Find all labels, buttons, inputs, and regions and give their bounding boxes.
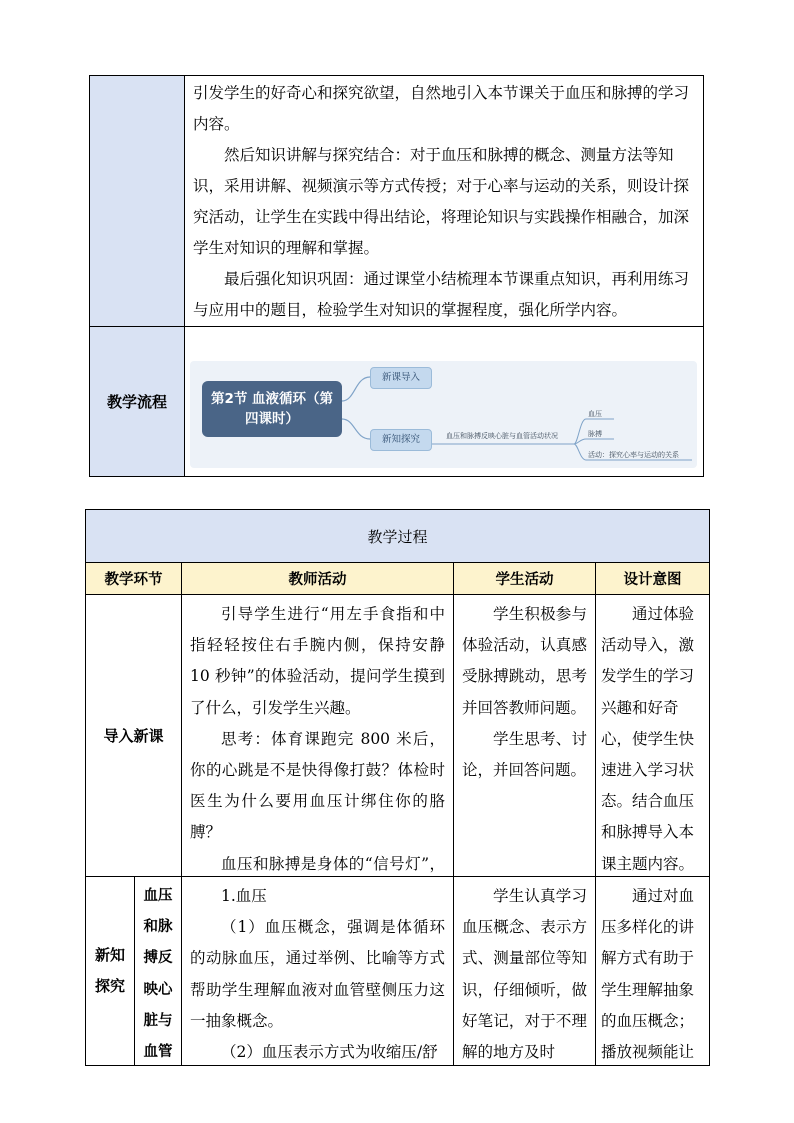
flow-label: 教学流程 [106, 393, 167, 411]
mindmap-node-intro: 新课导入 [370, 367, 432, 389]
row1-teacher-cell [181, 594, 454, 877]
row2-teacher-p2: （1）血压概念，强调是体循环的动脉血压，通过举例、比喻等方式帮助学生理解血液对血管壁侧压力这一抽象概念。 [190, 918, 445, 1030]
row2-substage-cell [134, 876, 182, 1066]
mindmap [190, 361, 697, 468]
row2-student: 学生认真学习血压概念、表示方式、测量部位等知识，仔细倾听，做好笔记，对于不理解的地方及时 [462, 887, 587, 1062]
row1-student-p2: 学生思考、讨论，并回答问题。 [462, 729, 587, 780]
header-student [453, 562, 596, 595]
row1-intent-cell [595, 594, 710, 877]
row2-teacher-p3: （2）血压表示方式为收缩压/舒 [221, 1043, 438, 1062]
flow-label-cell [89, 326, 185, 477]
row1-teacher-p1: 引导学生进行“用左手食指和中指轻轻按住右手腕内侧，保持安静 10 秒钟”的体验活动，提问学生摸到了什么，引发学生兴趣。 [190, 605, 445, 717]
header-intent-label: 设计意图 [623, 572, 682, 588]
process-title-cell [85, 509, 710, 563]
header-stage-label: 教学环节 [104, 572, 163, 588]
paragraph-knowledge: 然后知识讲解与探究结合：对于血压和脉搏的概念、测量方法等知识，采用讲解、视频演示等方式传授；对于心率与运动的关系，则设计探究活动，让学生在实践中得出结论，将理论知识与实践操作相融合，加深学生对知识的理解和掌握。 [193, 146, 690, 257]
header-stage [85, 562, 182, 595]
mindmap-leaf-blood-pressure: 血压 [588, 410, 602, 418]
row1-intent: 通过体验活动导入，激发学生的学习兴趣和好奇心，使学生快速进入学习状态。结合血压和脉搏导入本课主题内容。 [601, 605, 695, 873]
row1-teacher-p3: 血压和脉搏是身体的“信号灯”， [221, 854, 445, 873]
row1-student-cell [453, 594, 596, 877]
row1-stage-cell [85, 594, 182, 877]
label-cell-blank [89, 75, 185, 327]
paragraph-intro-end: 引发学生的好奇心和探究欲望，自然地引入本节课关于血压和脉搏的学习内容。 [193, 84, 690, 133]
row2-teacher-cell [181, 876, 454, 1066]
mindmap-node-explore: 新知探究 [370, 429, 432, 451]
row1-student-p1: 学生积极参与体验活动，认真感受脉搏跳动，思考并回答教师问题。 [462, 605, 587, 717]
teaching-approach-text [184, 75, 704, 327]
row1-stage: 导入新课 [103, 727, 164, 745]
row2-intent-cell [595, 876, 710, 1066]
mindmap-leaf-pulse: 脉搏 [588, 430, 602, 438]
row2-student-cell [453, 876, 596, 1066]
header-student-label: 学生活动 [495, 572, 554, 588]
row2-teacher-p1: 1.血压 [221, 887, 267, 905]
header-intent [595, 562, 710, 595]
row2-stage-cell [85, 876, 135, 1066]
paragraph-consolidation: 最后强化知识巩固：通过课堂小结梳理本节课重点知识，再利用练习与应用中的题目，检验学生对知识的掌握程度，强化所学内容。 [193, 270, 690, 319]
process-title: 教学过程 [367, 527, 428, 546]
header-teacher-label: 教师活动 [288, 572, 347, 588]
mindmap-leaf-activity: 活动：探究心率与运动的关系 [588, 451, 679, 459]
mindmap-root: 第2节 血液循环（第四课时） [202, 381, 342, 437]
mindmap-sub-topic: 血压和脉搏反映心脏与血管活动状况 [446, 432, 558, 440]
row1-teacher-p2: 思考：体育课跑完 800 米后，你的心跳是不是快得像打鼓？体检时医生为什么要用血压计绑住你的胳膊？ [190, 729, 445, 842]
row2-stage: 新知探究 [94, 946, 125, 995]
row2-intent: 通过对血压多样化的讲解方式有助于学生理解抽象的血压概念；播放视频能让 [601, 887, 695, 1062]
row2-substage: 血压和脉搏反映心脏与血管 [143, 888, 173, 1061]
header-teacher [181, 562, 454, 595]
